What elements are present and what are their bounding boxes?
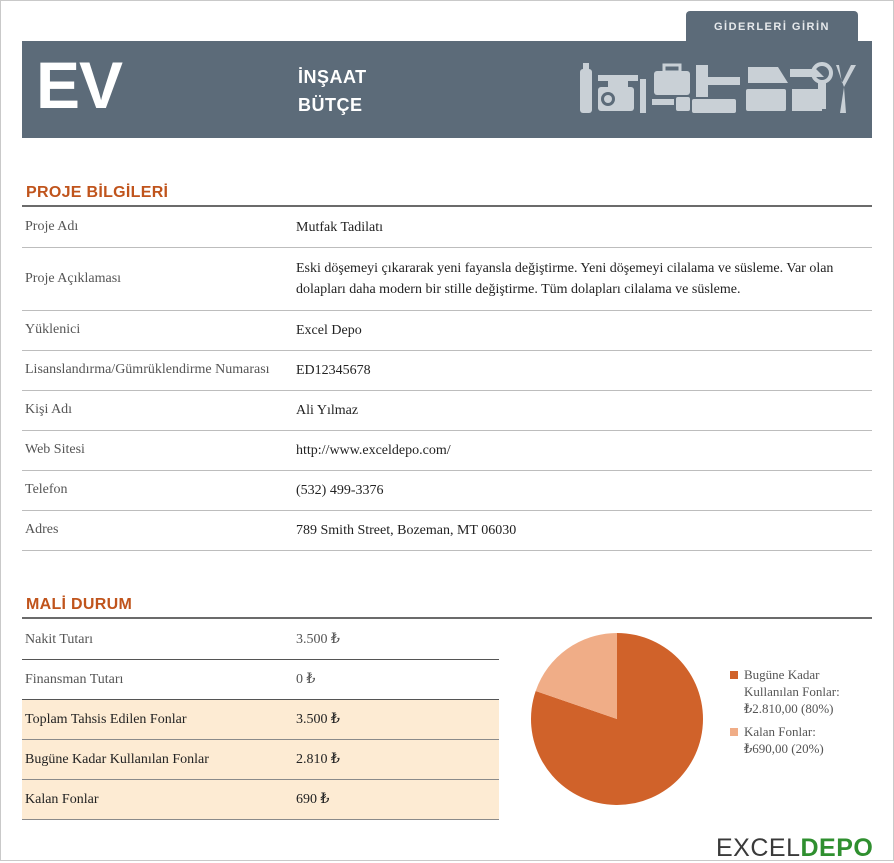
logo-ev: EV — [36, 48, 123, 122]
value-remaining: 690 ₺ — [293, 780, 499, 820]
legend-item-1 — [730, 723, 840, 757]
value-used-to-date: 2.810 ₺ — [293, 740, 499, 780]
legend-swatch-1 — [730, 728, 738, 736]
project-info-rule — [22, 205, 872, 207]
project-info-title: PROJE BİLGİLERİ — [26, 184, 169, 201]
info-row-contact-name — [22, 390, 872, 430]
info-row-project-description — [22, 247, 872, 310]
logo-depo-text: DEPO — [800, 834, 874, 862]
value-website[interactable]: http://www.exceldepo.com/ — [293, 430, 872, 470]
value-address[interactable]: 789 Smith Street, Bozeman, MT 06030 — [293, 510, 872, 550]
legend-text-0-2: ₺2.810,00 (80%) — [744, 701, 834, 716]
label-address: Adres — [22, 510, 293, 550]
legend-text-1-1: ₺690,00 (20%) — [744, 741, 824, 756]
logo-subtitle — [298, 63, 367, 119]
info-row-license-number — [22, 350, 872, 390]
label-license-number: Lisanslandırma/Gümrüklendirme Numarası — [22, 350, 293, 390]
tools-illustration-icon — [578, 59, 862, 119]
legend-text-0-0: Bugüne Kadar — [744, 667, 820, 682]
info-row-contractor — [22, 310, 872, 350]
excel-depo-logo — [716, 834, 873, 863]
logo-excel-text: EXCEL — [716, 834, 801, 862]
value-financing-amount[interactable]: 0 ₺ — [293, 660, 499, 700]
label-website: Web Sitesi — [22, 430, 293, 470]
legend-swatch-0 — [730, 671, 738, 679]
label-phone: Telefon — [22, 470, 293, 510]
label-project-description: Proje Açıklaması — [22, 247, 293, 310]
value-total-allocated: 3.500 ₺ — [293, 700, 499, 740]
logo-line-insaat: İNŞAAT — [298, 67, 367, 87]
value-phone[interactable]: (532) 499-3376 — [293, 470, 872, 510]
info-row-address — [22, 510, 872, 550]
legend-text-0-1: Kullanılan Fonlar: — [744, 684, 840, 699]
value-contractor[interactable]: Excel Depo — [293, 310, 872, 350]
value-project-description[interactable]: Eski döşemeyi çıkararak yeni fayansla değiştirme. Yeni döşemeyi cilalama ve süsleme. Var olan dolapları daha modern bir stille değiştirme. Tüm dolapları cilalama ve süsleme. — [293, 247, 872, 310]
financial-table — [22, 620, 499, 820]
label-contractor: Yüklenici — [22, 310, 293, 350]
value-license-number[interactable]: ED12345678 — [293, 350, 872, 390]
fin-row-cash — [22, 620, 499, 660]
fin-row-total-allocated — [22, 700, 499, 740]
info-row-website — [22, 430, 872, 470]
label-cash-amount: Nakit Tutarı — [22, 620, 293, 660]
enter-expenses-tab[interactable]: GİDERLERİ GİRİN — [686, 11, 858, 41]
fin-row-financing — [22, 660, 499, 700]
project-info-table — [22, 208, 872, 551]
fin-row-remaining — [22, 780, 499, 820]
fin-row-used-to-date — [22, 740, 499, 780]
info-row-project-name — [22, 208, 872, 247]
label-remaining: Kalan Fonlar — [22, 780, 293, 820]
chart-legend — [730, 666, 840, 763]
value-contact-name[interactable]: Ali Yılmaz — [293, 390, 872, 430]
label-project-name: Proje Adı — [22, 208, 293, 247]
legend-item-0 — [730, 666, 840, 717]
label-contact-name: Kişi Adı — [22, 390, 293, 430]
value-cash-amount[interactable]: 3.500 ₺ — [293, 620, 499, 660]
logo-line-butce: BÜTÇE — [298, 95, 363, 115]
label-financing-amount: Finansman Tutarı — [22, 660, 293, 700]
label-used-to-date: Bugüne Kadar Kullanılan Fonlar — [22, 740, 293, 780]
value-project-name[interactable]: Mutfak Tadilatı — [293, 208, 872, 247]
header-banner — [22, 41, 872, 138]
label-total-allocated: Toplam Tahsis Edilen Fonlar — [22, 700, 293, 740]
financial-status-rule — [22, 617, 872, 619]
financial-status-title: MALİ DURUM — [26, 596, 133, 613]
legend-text-1-0: Kalan Fonlar: — [744, 724, 816, 739]
info-row-phone — [22, 470, 872, 510]
